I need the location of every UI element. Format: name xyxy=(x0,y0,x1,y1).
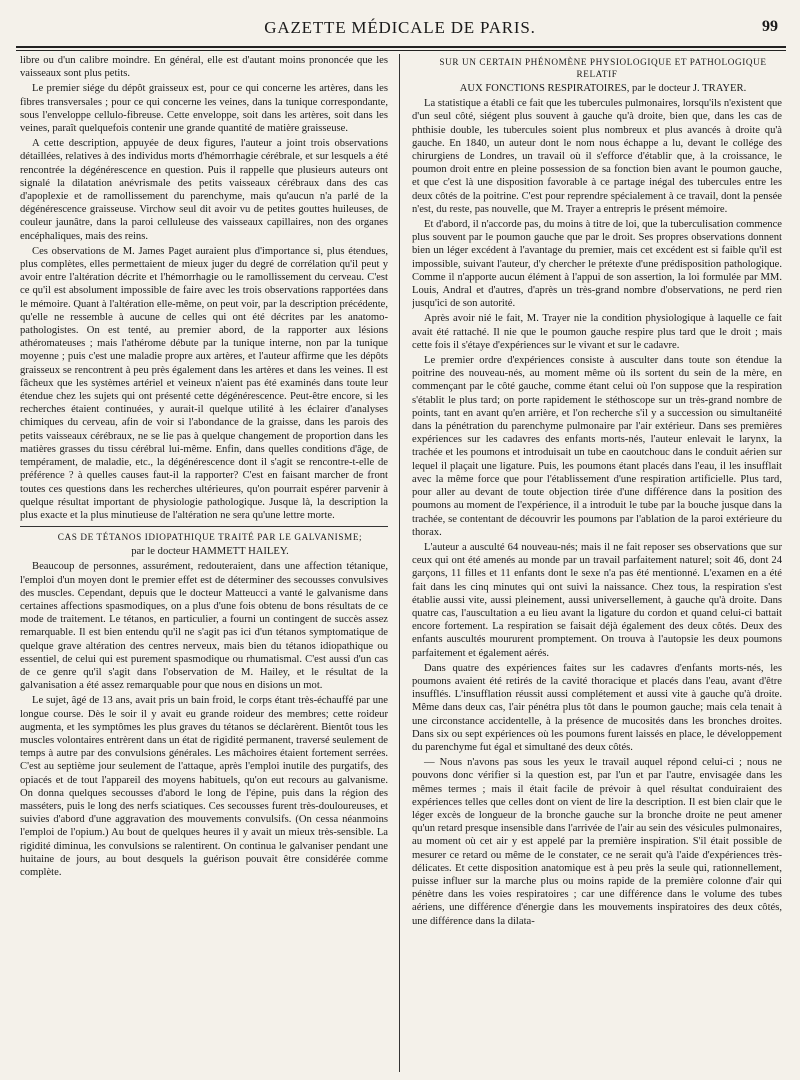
paragraph: A cette description, appuyée de deux figures, l'auteur a joint trois observations détaillées, relatives à des individus morts d'hémorrhagie cérébrale, et sur lesquels a été rencontrée la dégénérescence en question. Puis il rappelle que plusieurs auteurs ont signalé la dilatation anévrismale des petits vaisseaux cérébraux dans des cas d'apoplexie et de ramollissement du parenchyme, mais qu'aucun n'a parlé de la dégénérescence graisseuse. Virchow seul dit avoir vu de petites gouttes huileuses, de couleur jaunâtre, dans la paroi celluleuse des vaisseaux capillaires, non des organes encéphaliques, mais des reins. xyxy=(20,138,388,242)
column-separator xyxy=(399,54,400,1072)
journal-title: GAZETTE MÉDICALE DE PARIS. xyxy=(264,18,536,37)
left-column xyxy=(20,54,388,1072)
header-rule xyxy=(16,46,786,48)
paragraph: Ces observations de M. James Paget auraient plus d'importance si, plus étendues, plus complètes, elles permettaient de mieux juger du degré de corrélation qu'il peut y avoir entre l'altération décrite et l'hémorrhagie ou le ramollissement du cerveau. C'est ce qu'il est absolument impossible de faire avec les trois observations rapportées dans le mémoire. Quant à l'altération elle-même, on peut voir, par la description précédente, qu'elle ne ressemble à aucune de celles qui ont été décrites par les anatomo-pathologistes. On est tenté, au premier abord, de la rapporter aux lésions athéromateuses ; mais l'athérome débute par la tunique interne, non par la tunique moyenne ; puis c'est une maladie propre aux artères, et l'auteur affirme que les dépôts graisseux se rencontrent à peu près également dans les artères et dans les veines. Il est fâcheux que les systèmes artériel et veineux n'aient pas été examinés dans toute leur étendue chez les sujets qui ont présenté cette dégénérescence. Peut-être encore, si les recherches étaient continuées, y aurait-il quelque utilité à les éclairer d'analyses chimiques du cerveau, afin de voir si l'abondance de la graisse, dans les parois des petits vaisseaux cérébraux, ne se lie pas à quelque changement de proportion dans les matières grasses du tissu cérébral lui-même. Enfin, dans quelles conditions d'âge, de tempérament, de maladie, etc., la dégénérescence dont il s'agit se rencontre-t-elle de préférence ? à quelles causes faut-il la rapporter? C'est en faisant marcher de front toutes ces questions dans les recherches ultérieures, qu'on pourrait espérer parvenir à quelque résultat important de physiologie pathologique. Jusque là, la description la plus exacte et la plus minutieuse de l'altération ne sera qu'une lettre morte. xyxy=(20,245,388,521)
header-rule-thin xyxy=(16,50,786,51)
paragraph: Le premier siége du dépôt graisseux est, pour ce qui concerne les artères, dans les fibres transversales ; pour ce qui concerne les veines, dans la tunique correspondante, sous l'enveloppe cellulo-fibreuse. Cette enveloppe, soit dans les artères, soit dans les veines, paraît quelquefois contenir une grande quantité de matière graisseuse. xyxy=(20,83,388,135)
paragraph: Le sujet, âgé de 13 ans, avait pris un bain froid, le corps étant très-échauffé par une longue course. Dès le soir il y avait eu grande roideur des membres; cette roideur augmenta, et les symptômes les plus graves du tétanos se déclarèrent. Bientôt tous les muscles volontaires entrèrent dans un état de rigidité permanent, traversé seulement de temps à autre par des convulsions générales. Les mâchoires étaient fortement serrées. C'est au septième jour seulement de l'attaque, après l'emploi inutile des purgatifs, des opiacés et de tout l'appareil des moyens habituels, qu'on eut recours au galvanisme. On donna quelques secousses d'abord le long de l'épine, puis dans la région des masséters, puis le long des nerfs sciatiques. Ces secousses furent très-douloureuses, et suivies d'abord d'une aggravation des mouvements convulsifs. (On cessa néanmoins l'emploi de l'opium.) Au bout de quelques heures il y avait un mieux très-sensible. La rigidité diminua, les convulsions se ralentirent. On continua le galvaniser pendant une huitaine de jours, au bout desquels la guérison pouvait être considérée comme complète. xyxy=(20,695,388,878)
paragraph: L'auteur a ausculté 64 nouveau-nés; mais il ne fait reposer ses observations que sur ceux qui ont été amenés au monde par un travail parfaitement naturel; soit 46, dont 24 garçons, 11 filles et 11 enfants dont le sexe n'a pas été mentionné. L'examen en a été fait dans les cinq minutes qui ont suivi la naissance. Chez tous, la respiration s'est établie aussi vite, aussi pleinement, aussi universellement, à gauche qu'à droite. Dans quatre cas, l'auscultation a eu lieu avant la ligature du cordon et quand celui-ci battait encore fortement. La respiration se faisait déjà également des deux côtés. Deux des enfants auscultés moururent promptement. On trouva à l'autopsie les deux poumons parfaitement et également aérés. xyxy=(412,541,782,659)
paragraph: libre ou d'un calibre moindre. En général, elle est d'autant moins prononcée que les vaisseaux sont plus petits. xyxy=(20,55,388,80)
article-title-line2: AUX FONCTIONS RESPIRATOIRES, par le docteur J. TRAYER. xyxy=(459,83,747,94)
article-title-line1: SUR UN CERTAIN PHÉNOMÈNE PHYSIOLOGIQUE ET PATHOLOGIQUE RELATIF xyxy=(439,57,767,79)
article-title: CAS DE TÉTANOS IDIOPATHIQUE TRAITÉ PAR LE GALVANISME; xyxy=(57,532,363,543)
page-header xyxy=(0,18,800,42)
article-byline: par le docteur HAMMETT HAILEY. xyxy=(131,546,289,558)
paragraph: — Nous n'avons pas sous les yeux le travail auquel répond celui-ci ; nous ne pouvons donc vérifier si la question est, par l'un et par l'autre, envisagée dans les mêmes termes ; mais il était facile de prévoir à quel résultat conduiraient des expériences telles que celles dont on vient de lire la description. Il est bien clair que le léger excès de longueur de la bronche gauche sur la bronche droite ne peut amener qu'un retard presque insensible dans l'arrivée de l'air au sein des vésicules pulmonaires, au moment où cet air y est appelé par la première inspiration. S'il était possible de mesurer ce retard ou même de le constater, ce ne serait qu'à l'aide d'expériences très-délicates. Et cette disposition anatomique est à peu près la seule qui, rationnellement, puisse influer sur la marche plus ou moins rapide de la première colonne d'air qui pénètre dans les voies respiratoires ; car une différence dans le volume des tubes aériens, une différence d'énergie dans les mouvements inspiratoires des deux côtés, une différence dans la dilata- xyxy=(412,757,782,927)
paragraph: La statistique a établi ce fait que les tubercules pulmonaires, lorsqu'ils n'existent que d'un seul côté, siégent plus souvent à gauche qu'à droite, bien que, dans les cas de phthisie double, les tubercules soient plus nombreux et plus avancés à droite qu'à gauche. En 1840, un auteur dont le nom nous échappe a lu, devant le collége des chirurgiens de Londres, un travail où il s'efforce d'établir que, à la croissance, le poumon droit entre en pleine possession de sa fonction bien avant le poumon gauche, et que c'est là une disposition favorable à ce partage inégal des tubercules entre les deux côtés de la poitrine. C'est pour reprendre spécialement à ce travail, dont la pensée n'est, du reste, pas nouvelle, que M. Trayer a entrepris le présent mémoire. xyxy=(412,98,782,215)
paragraph: Dans quatre des expériences faites sur les cadavres d'enfants morts-nés, les poumons avaient été retirés de la cavité thoracique et placés dans l'eau, avant d'être insufflés. L'insufflation réussit aussi complétement et aussi vite à gauche qu'à droite. Même dans deux cas, l'air pénétra plus tôt dans le poumon gauche; mais cela tenait à une circonstance accidentelle, à la présence de mucosités dans les bronches droites. Dans six ou sept expériences où les poumons furent laissés en place, le développement du parenchyme fut égal et simultané des deux côtés. xyxy=(412,662,782,753)
page-number: 99 xyxy=(762,18,778,35)
paragraph: Le premier ordre d'expériences consiste à ausculter dans toute son étendue la poitrine des nouveau-nés, au moment même où ils sortent du sein de la mère, en commençant par le côté gauche, comme étant celui où l'on suppose que la respiration s'établit le plus tard; on porte rapidement le stéthoscope sur un très-grand nombre de points, tant en avant qu'en arrière, et l'on recherche s'il y a succession ou simultanéité dans la pénétration du parenchyme pulmonaire par l'air extérieur. Dans ses premières expériences sur les cadavres des enfants morts-nés, l'auteur enlevait le larynx, la trachée et les poumons et introduisait un tube en caoutchouc dans le conduit aérien sur lequel il plaçait une ligature. Puis, les poumons étant placés dans l'eau, il les insufflait avec la même force que pour l'établissement d'une respiration artificielle. Plus tard, pour aller au devant de toute objection tirée d'une différence dans la position des poumons au moment de l'expérience, il a introduit le tube par la bouche jusque dans la trachée, se contentant de découvrir les poumons par l'ablation de la paroi extérieure du thorax. xyxy=(412,355,782,538)
right-column xyxy=(412,54,782,1072)
paragraph: Beaucoup de personnes, assurément, redouteraient, dans une affection tétanique, l'emploi d'un moyen dont le premier effet est de déterminer des secousses convulsives des muscles. Cependant, depuis que le docteur Matteucci a vanté le galvanisme dans certaines affections spasmodiques, on a plus d'une fois obtenu de bons résultats de ce mode de traitement. Le tétanos, en particulier, a fourni un contingent de succès assez remarquable. Il est bien entendu qu'il ne s'agit pas ici d'un tétanos symptomatique de quelque grave altération des centres nerveux, mais bien du tétanos idiopathique ou essentiel, de celui qui est purement spasmodique ou rhumatismal. C'est aussi d'un cas de ce genre qu'il s'agit dans l'observation de M. Hailey, et le résultat de la galvanisation a été assez remarquable pour que nous en disions un mot. xyxy=(20,561,388,692)
paragraph: Après avoir nié le fait, M. Trayer nie la condition physiologique à laquelle ce fait avait été rattaché. Il nie que le poumon gauche respire plus tard que le droit ; mais cette fois il s'étaye d'expériences sur le vivant et sur le cadavre. xyxy=(412,313,782,351)
paragraph: Et d'abord, il n'accorde pas, du moins à titre de loi, que la tuberculisation commence plus souvent par le poumon gauche que par le droit. Ses propres observations donnent bien un léger excédent à l'avantage du premier, mais cet excédent est si faible qu'il est impossible, suivant l'auteur, d'y chercher le prétexte d'une prédisposition pathologique. Comme il n'apporte aucun élément à l'appui de son assertion, la loi formulée par MM. Louis, Andral et d'autres, d'après un très-grand nombre d'observations, ne perd rien jusqu'ici de son autorité. xyxy=(412,219,782,310)
section-divider xyxy=(20,526,388,527)
